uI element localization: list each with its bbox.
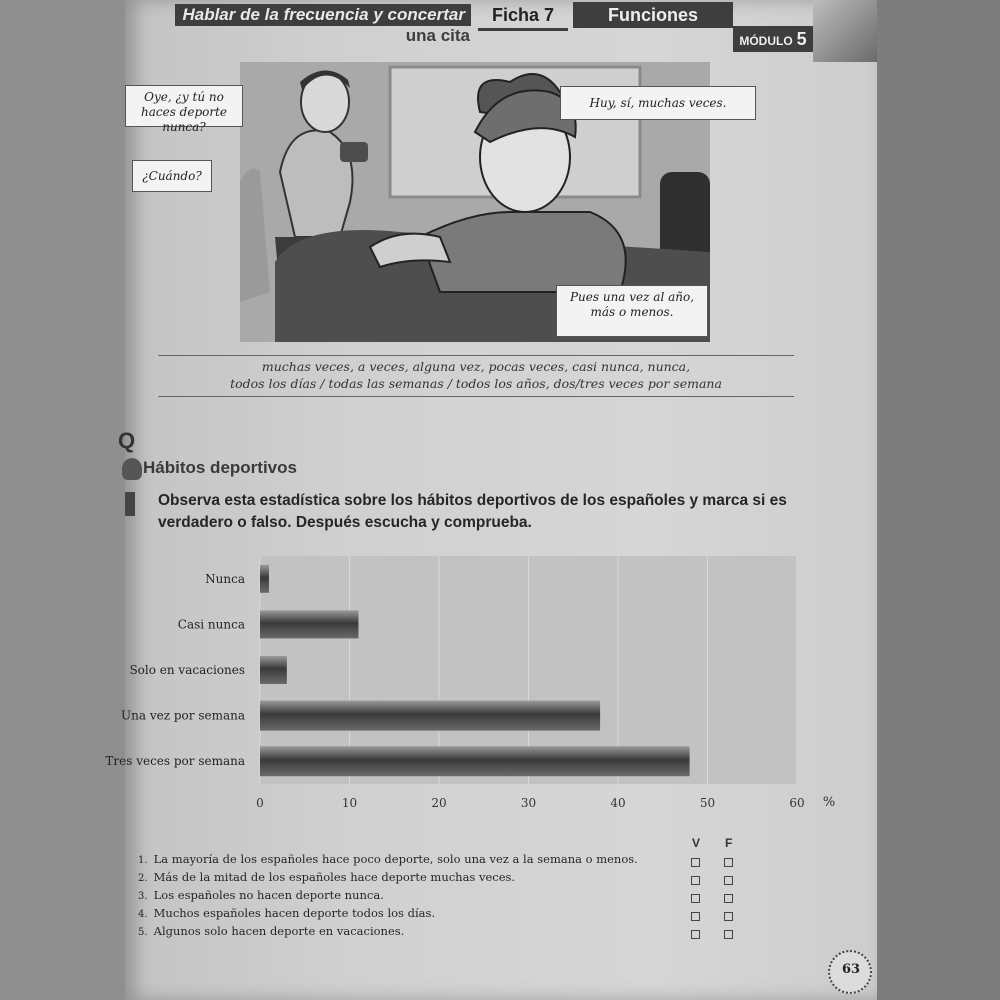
statement-text: Los españoles no hacen deporte nunca.: [150, 888, 384, 902]
false-column-header: F: [725, 836, 733, 850]
statement-text: Muchos españoles hacen deporte todos los días.: [150, 906, 436, 920]
false-checkbox[interactable]: [724, 876, 733, 885]
statement-item: [138, 868, 738, 886]
category-label: Una vez por semana: [121, 708, 245, 723]
false-checkbox[interactable]: [724, 912, 733, 921]
speech-bubble-cuando: ¿Cuándo?: [132, 160, 212, 192]
false-checkbox[interactable]: [724, 930, 733, 939]
bar-tres-veces-por-semana: [260, 746, 690, 776]
instructions: Observa esta estadística sobre los hábitos deportivos de los españoles y marca si es verdadero o falso. Después escucha y comprueba.: [158, 492, 787, 531]
category-label: Tres veces por semana: [105, 754, 245, 769]
category-label: Nunca: [205, 571, 245, 586]
bar-nunca: [260, 565, 269, 593]
false-checkbox[interactable]: [724, 894, 733, 903]
statement-text: Algunos solo hacen deporte en vacaciones.: [150, 924, 405, 938]
statement-text: Más de la mitad de los españoles hace deporte muchas veces.: [150, 870, 516, 884]
x-tick-label: 10: [341, 796, 358, 810]
header-title-line2: una cita: [405, 26, 470, 45]
ficha-label: Ficha 7: [478, 2, 568, 31]
statement-item: [138, 904, 738, 922]
category-label: Solo en vacaciones: [129, 663, 245, 677]
statement-number: 3.: [138, 891, 148, 902]
true-checkbox[interactable]: [691, 876, 700, 885]
statement-number: 4.: [138, 909, 148, 920]
category-label: Casi nunca: [177, 617, 245, 632]
header-title: Hablar de la frecuencia y concertar: [175, 4, 471, 26]
false-checkbox[interactable]: [724, 858, 733, 867]
statement-item: [138, 850, 738, 868]
section-label: Funciones: [573, 2, 733, 28]
true-checkbox[interactable]: [691, 912, 700, 921]
x-tick-label: 60: [789, 796, 805, 810]
speech-bubble-una-vez: Pues una vez al año, más o menos.: [556, 285, 708, 337]
statement-item: [138, 886, 738, 904]
x-tick-label: 20: [431, 796, 447, 810]
statement-number: 1.: [138, 855, 148, 866]
true-checkbox[interactable]: [691, 930, 700, 939]
modulo-label: MÓDULO: [739, 34, 793, 48]
true-checkbox[interactable]: [691, 858, 700, 867]
x-unit-label: %: [822, 795, 836, 810]
true-false-statements: [138, 850, 738, 940]
modulo-number: 5: [796, 29, 807, 49]
bar-casi-nunca: [260, 610, 358, 638]
statement-item: [138, 922, 738, 940]
x-tick-label: 50: [699, 796, 716, 810]
statement-number: 5.: [138, 927, 148, 938]
speech-bubble-question: Oye, ¿y tú no haces deporte nunca?: [125, 85, 243, 127]
x-tick-label: 0: [256, 796, 264, 810]
true-checkbox[interactable]: [691, 894, 700, 903]
question-icon: Q: [118, 428, 136, 453]
x-tick-label: 40: [610, 796, 626, 810]
x-tick-label: 30: [520, 796, 537, 810]
vocabulary-line-2: todos los días / todas las semanas / todos los años, dos/tres veces por semana: [230, 376, 722, 391]
true-column-header: V: [692, 836, 701, 850]
page-number: 63: [841, 962, 861, 977]
speech-bubble-muchas-veces: Huy, sí, muchas veces.: [560, 86, 756, 120]
vocabulary-line-1: muchas veces, a veces, alguna vez, pocas veces, casi nunca, nunca,: [261, 359, 691, 374]
section-title: Hábitos deportivos: [143, 458, 297, 477]
statement-text: La mayoría de los españoles hace poco deporte, solo una vez a la semana o menos.: [150, 852, 638, 866]
bar-una-vez-por-semana: [260, 701, 600, 731]
statement-number: 2.: [138, 873, 148, 884]
bar-solo-en-vacaciones: [260, 656, 287, 684]
